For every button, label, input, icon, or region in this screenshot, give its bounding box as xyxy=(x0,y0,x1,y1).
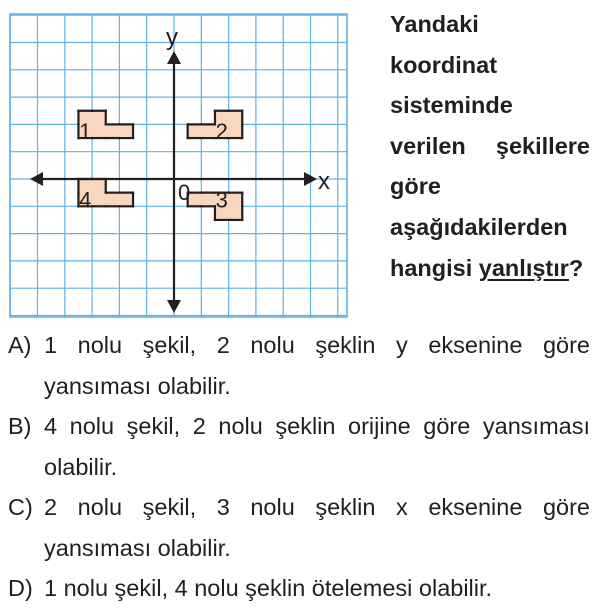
axes xyxy=(30,51,317,313)
option-b-text: 4 nolu şekil, 2 nolu şeklin orijine göre yansıması olabilir. xyxy=(44,413,590,480)
shape-1 xyxy=(78,111,133,144)
shape-4 xyxy=(78,179,133,212)
shape-cell xyxy=(92,111,106,125)
question-underlined-word: yanlıştır xyxy=(478,254,569,281)
shape-4-label: 4 xyxy=(79,187,92,213)
option-c-text: 2 nolu şekil, 3 nolu şeklin x eksenine göre yansıması olabilir. xyxy=(44,494,590,561)
question-stem: Yandaki koordinat sisteminde verilen şekillere göre aşağıdakilerden hangisi xyxy=(390,11,590,281)
option-d-letter: D) xyxy=(8,575,33,601)
option-a-letter: A) xyxy=(8,332,32,358)
shape-cell xyxy=(119,124,133,138)
option-c-letter: C) xyxy=(8,494,33,520)
shape-cell xyxy=(106,193,120,207)
option-d[interactable] xyxy=(8,568,590,609)
shape-cell xyxy=(106,124,120,138)
y-axis-label: y xyxy=(166,24,178,51)
shape-cell xyxy=(229,124,243,138)
shapes-layer xyxy=(78,111,242,221)
x-axis-left-arrow-icon xyxy=(30,172,43,186)
shape-2 xyxy=(188,111,243,144)
shape-cell xyxy=(201,124,215,138)
shape-cell xyxy=(188,124,202,138)
shape-cell xyxy=(201,193,215,207)
shape-cell xyxy=(229,193,243,207)
shape-cell xyxy=(92,124,106,138)
shape-3-label: 3 xyxy=(215,187,228,213)
shape-cell xyxy=(229,111,243,125)
shape-1-label: 1 xyxy=(79,119,92,145)
shape-cell xyxy=(92,179,106,193)
question-mark: ? xyxy=(568,254,584,281)
option-a-text: 1 nolu şekil, 2 nolu şeklin y eksenine göre yansıması olabilir. xyxy=(44,332,590,399)
question-text xyxy=(390,4,590,288)
option-a[interactable] xyxy=(8,325,590,406)
option-b[interactable] xyxy=(8,406,590,487)
y-axis-top-arrow-icon xyxy=(167,51,181,64)
option-d-text: 1 nolu şekil, 4 nolu şeklin ötelemesi olabilir. xyxy=(44,575,493,601)
shape-cell xyxy=(119,193,133,207)
origin-label: 0 xyxy=(178,180,191,205)
x-axis-label: x xyxy=(318,168,330,195)
coordinate-figure xyxy=(0,0,375,325)
y-axis-bottom-arrow-icon xyxy=(167,300,181,313)
shape-cell xyxy=(229,206,243,220)
shape-2-label: 2 xyxy=(215,119,228,145)
option-c[interactable] xyxy=(8,487,590,568)
shape-cell xyxy=(92,193,106,207)
shape-3 xyxy=(188,187,243,220)
option-b-letter: B) xyxy=(8,413,32,439)
